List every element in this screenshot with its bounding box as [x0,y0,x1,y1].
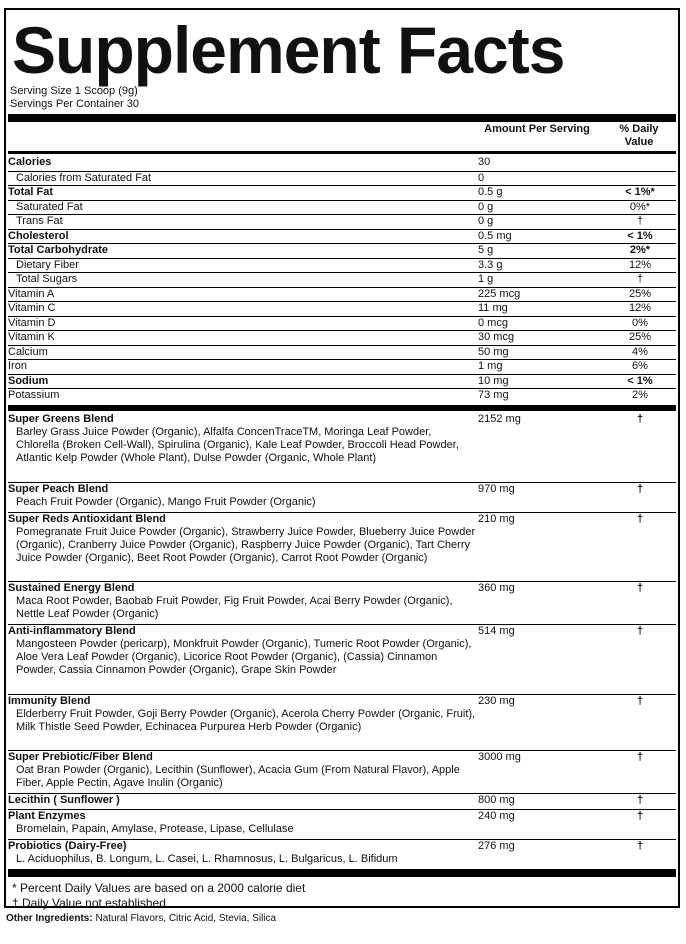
nutrient-daily-value: 25% [628,287,652,300]
top-divider [8,114,676,122]
blend-name: Probiotics (Dairy-Free) [8,839,127,852]
nutrient-row [8,388,676,403]
blend-amount: 230 mg [478,694,515,707]
nutrient-amount: 0 g [478,200,494,213]
nutrient-daily-value: † [636,215,644,227]
blend-row [8,694,676,750]
nutrient-amount: 3.3 g [478,258,503,271]
nutrient-row [8,330,676,345]
nutrient-daily-value: 2% [632,389,648,401]
blend-row [8,482,676,512]
nutrient-row [8,345,676,360]
blend-daily-value: † [636,412,644,425]
nutrient-daily-value: 12% [628,302,652,314]
nutrient-row [8,200,676,215]
blend-amount: 210 mg [478,512,515,525]
nutrient-name: Total Carbohydrate [8,244,109,256]
nutrient-name: Calories [8,156,52,168]
servings-per-container: Servings Per Container 30 [10,98,140,110]
blend-ingredients: Elderberry Fruit Powder, Goji Berry Powder (Organic), Acerola Cherry Powder (Organic, Fruit), Milk Thistle Seed Powder, Echinacea Purpurea Herb Powder (Organic) [16,707,476,733]
nutrient-row [8,272,676,287]
blend-ingredients: L. Aciduophilus, B. Longum, L. Casei, L. Rhamnosus, L. Bulgaricus, L. Bifidum [16,852,398,865]
blend-daily-value: † [636,809,644,822]
nutrient-row [8,374,676,389]
nutrient-daily-value: 6% [632,360,648,372]
nutrient-amount: 30 [478,156,491,168]
dagger-footnote: † Daily Value not established [12,896,166,911]
nutrient-name: Vitamin K [8,331,55,343]
blend-amount: 3000 mg [478,750,521,763]
nutrient-name: Iron [8,360,27,372]
blend-daily-value: † [636,793,644,806]
nutrient-amount: 30 mcg [478,331,515,343]
nutrient-daily-value: 2%* [629,244,651,256]
nutrient-amount: 0.5 g [478,186,503,198]
header-divider [8,151,676,154]
blend-row [8,839,676,869]
nutrient-name: Calcium [8,345,48,358]
blend-daily-value: † [636,512,644,525]
blend-amount: 2152 mg [478,412,521,425]
nutrient-amount: 1 mg [478,360,503,372]
blend-name: Plant Enzymes [8,809,86,822]
nutrient-daily-value: 0%* [629,200,651,213]
panel-title: Supplement Facts [12,13,565,87]
nutrient-row [8,156,676,170]
blend-amount: 240 mg [478,809,515,822]
nutrient-name: Dietary Fiber [16,258,79,271]
blend-name: Super Prebiotic/Fiber Blend [8,750,153,763]
nutrient-amount: 0 g [478,215,494,227]
blend-name: Sustained Energy Blend [8,582,135,595]
blend-row [8,581,676,624]
nutrient-amount: 73 mg [478,389,509,401]
nutrient-daily-value: < 1% [627,374,653,387]
nutrient-name: Saturated Fat [16,200,83,213]
nutrient-daily-value: 12% [628,258,652,271]
nutrient-row [8,258,676,273]
daily-value-header: % Daily Value [619,123,659,148]
nutrient-name: Cholesterol [8,229,69,242]
blend-amount: 970 mg [478,483,515,495]
nutrient-amount: 225 mcg [478,287,521,300]
nutrient-row [8,229,676,244]
blend-name: Anti-inflammatory Blend [8,625,136,637]
nutrient-daily-value: † [636,273,644,285]
amount-per-serving-header: Amount Per Serving [484,123,590,135]
blend-ingredients: Pomegranate Fruit Juice Powder (Organic), Strawberry Juice Powder, Blueberry Juice Powder (Organic), Cranberry Juice Powder (Organic), Raspberry Juice Powder (Organic), Tart Cherry Juice Powder (Organic), Beet Root Powder (Organic), Carrot Root Powder (Organic) [16,525,476,564]
nutrient-amount: 5 g [478,244,494,256]
nutrient-name: Vitamin D [8,316,56,329]
nutrient-row [8,359,676,374]
other-ingredients [6,913,276,925]
nutrient-row [8,243,676,258]
other-ingredients-text: Natural Flavors, Citric Acid, Stevia, Silica [95,913,277,924]
blend-ingredients: Barley Grass Juice Powder (Organic), Alfalfa ConcenTraceTM, Moringa Leaf Powder, Chlorella (Broken Cell-Wall), Spirulina (Organic), Kale Leaf Powder, Broccoli Head Powder, Atlantic Kelp Powder (Whole Plant), Dulse Powder (Organic, Whole Plant) [16,425,459,464]
nutrient-daily-value: 4% [632,345,648,358]
nutrient-amount: 0 mcg [478,316,508,329]
nutrient-blend-divider [8,405,676,411]
nutrient-row [8,171,676,186]
blend-ingredients: Bromelain, Papain, Amylase, Protease, Lipase, Cellulase [16,822,294,835]
nutrient-row [8,287,676,302]
blend-amount: 276 mg [478,839,515,852]
blend-name: Super Reds Antioxidant Blend [8,512,166,525]
blend-daily-value: † [636,483,644,495]
blend-amount: 800 mg [478,793,515,806]
nutrient-name: Total Fat [8,186,54,198]
blend-daily-value: † [636,750,644,763]
blend-row [8,624,676,694]
blend-row [8,750,676,793]
nutrient-daily-value: < 1% [627,229,653,242]
nutrient-name: Total Sugars [16,273,78,285]
other-ingredients-label: Other Ingredients: [6,913,93,924]
blend-row [8,413,676,482]
blend-ingredients: Maca Root Powder, Baobab Fruit Powder, Fig Fruit Powder, Acai Berry Powder (Organic), Nettle Leaf Powder (Organic) [16,595,453,621]
nutrient-daily-value: 0% [632,316,648,329]
nutrient-daily-value: < 1%* [625,186,655,198]
nutrient-name: Sodium [8,374,49,387]
blend-name: Super Peach Blend [8,483,109,495]
blend-name: Lecithin ( Sunflower ) [8,793,120,806]
nutrient-name: Vitamin A [8,287,55,300]
nutrient-row [8,301,676,316]
nutrient-row [8,214,676,229]
nutrient-amount: 1 g [478,273,494,285]
nutrient-row [8,185,676,200]
serving-size: Serving Size 1 Scoop (9g) [10,85,138,97]
nutrient-name: Potassium [8,389,60,401]
blend-row [8,793,676,809]
nutrient-amount: 11 mg [478,302,508,314]
blend-amount: 514 mg [478,625,515,637]
nutrient-amount: 0.5 mg [478,229,512,242]
supplement-facts-panel [4,8,680,911]
blend-daily-value: † [636,694,644,707]
nutrient-row [8,316,676,331]
nutrient-daily-value: 25% [628,331,652,343]
nutrient-amount: 0 [478,171,485,184]
blend-amount: 360 mg [478,582,515,595]
daily-value-footnote: * Percent Daily Values are based on a 2000 calorie diet [12,881,306,896]
blend-ingredients: Mangosteen Powder (pericarp), Monkfruit Powder (Organic), Tumeric Root Powder (Organic), Aloe Vera Leaf Powder (Organic), Licorice Root Powder (Organic), (Cassia) Cinnamon Powder, Cassia Cinnamon Powder (Organic), Grape Skin Powder [16,638,472,676]
bottom-divider [8,869,676,877]
blend-ingredients: Peach Fruit Powder (Organic), Mango Fruit Powder (Organic) [16,496,316,508]
nutrient-amount: 10 mg [478,374,509,387]
blend-row [8,809,676,839]
blend-ingredients: Oat Bran Powder (Organic), Lecithin (Sunflower), Acacia Gum (From Natural Flavor), Apple Fiber, Apple Pectin, Agave Inulin (Organic) [16,763,460,789]
nutrient-amount: 50 mg [478,345,509,358]
blend-daily-value: † [636,625,644,637]
blend-name: Super Greens Blend [8,412,114,425]
blend-row [8,512,676,582]
nutrient-name: Vitamin C [8,302,56,314]
nutrient-name: Calories from Saturated Fat [16,171,152,184]
nutrient-name: Trans Fat [16,215,63,227]
blend-daily-value: † [636,582,644,595]
blend-name: Immunity Blend [8,694,91,707]
blend-daily-value: † [636,839,644,852]
